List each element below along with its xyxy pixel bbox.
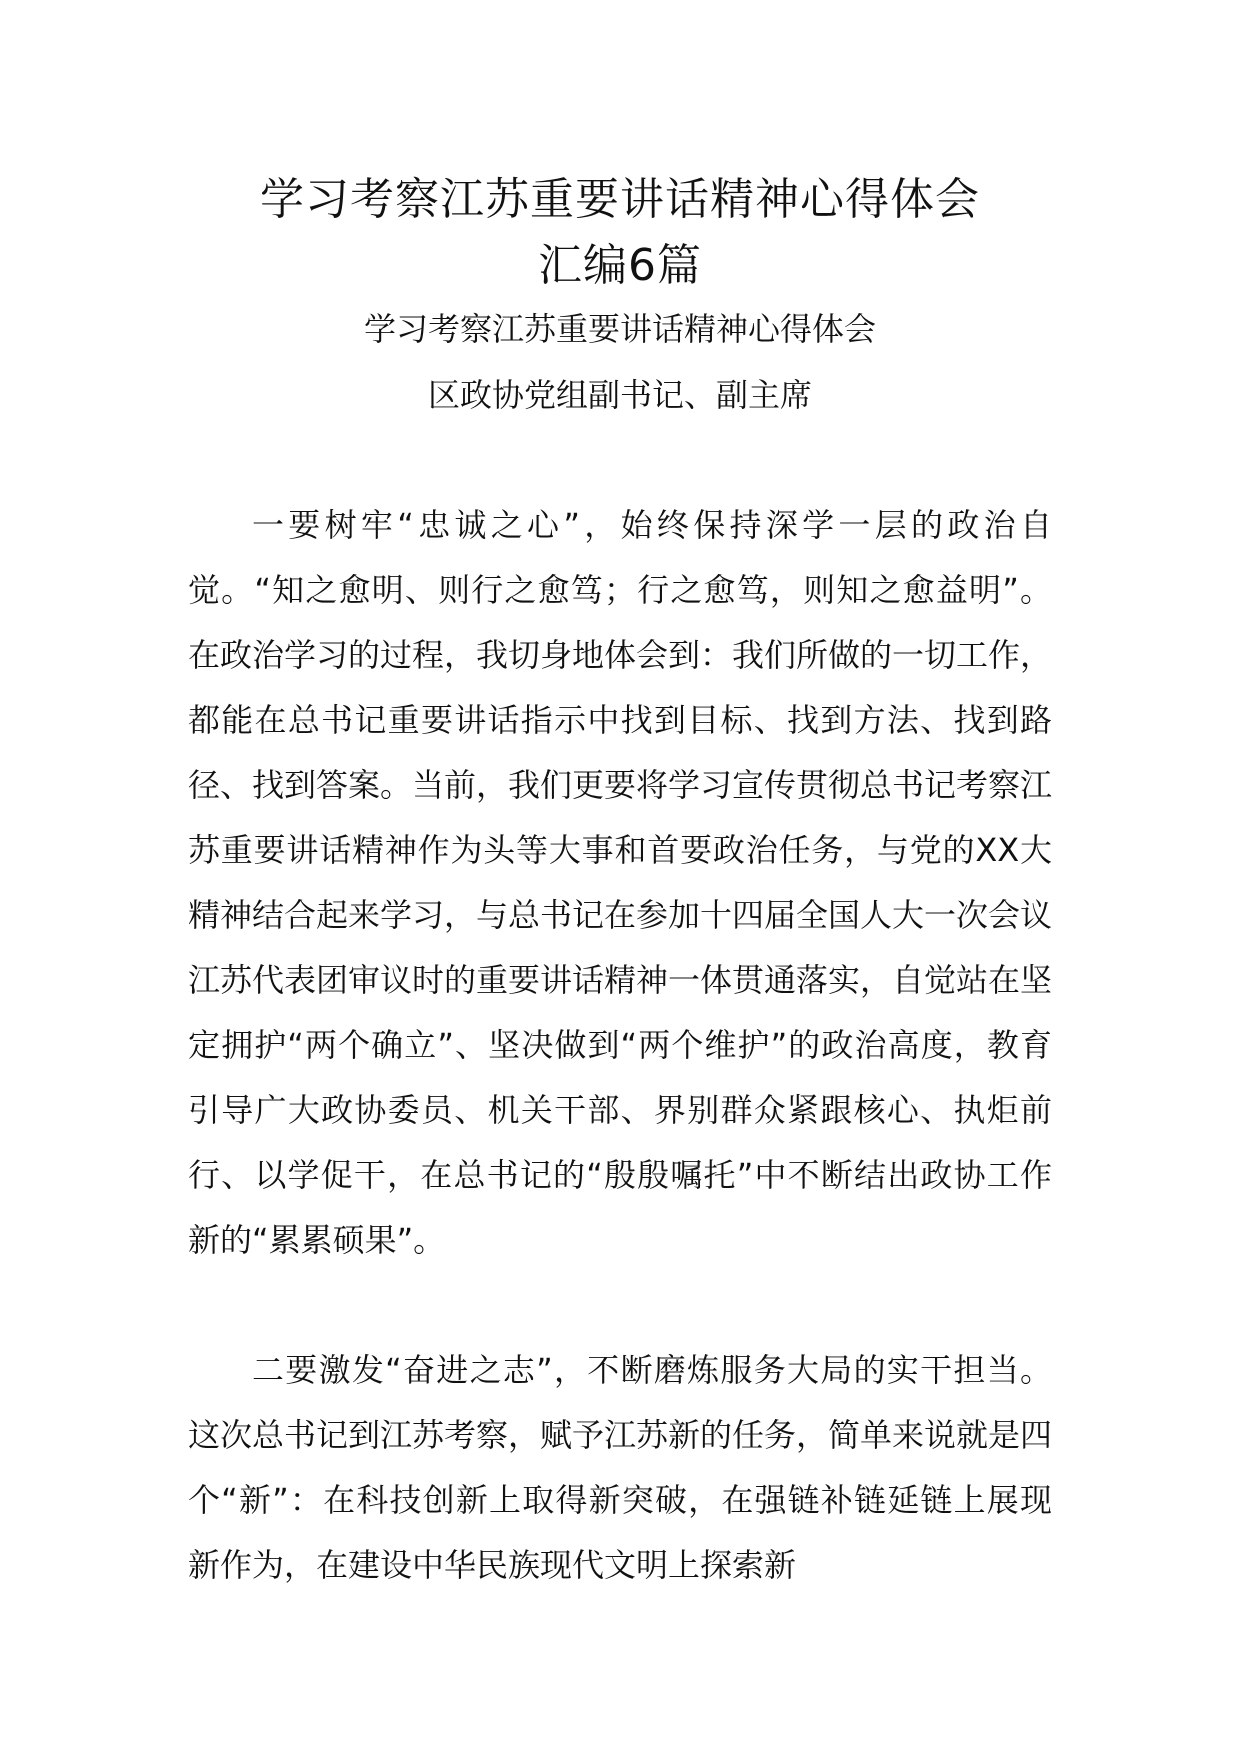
paragraph-2 <box>188 1338 1052 1598</box>
document-title-line-2: 汇编6篇 <box>538 240 702 291</box>
document-author: 区政协党组副书记、副主席 <box>427 376 812 414</box>
paragraph-2-text: 二要激发“奋进之志”，不断磨炼服务大局的实干担当。这次总书记到江苏考察，赋予江苏新的任务，简单来说就是四个“新”：在科技创新上取得新突破，在强链补链延链上展现新作为，在建设中华民族现代文明上探索新 <box>188 1351 1053 1584</box>
paragraph-1-text: 一要树牢“忠诚之心”，始终保持深学一层的政治自觉。“知之愈明、则行之愈笃；行之愈笃，则知之愈益明”。在政治学习的过程，我切身地体会到：我们所做的一切工作，都能在总书记重要讲话指示中找到目标、找到方法、找到路径、找到答案。当前，我们更要将学习宣传贯彻总书记考察江苏重要讲话精神作为头等大事和首要政治任务，与党的XX大精神结合起来学习，与总书记在参加十四届全国人大一次会议江苏代表团审议时的重要讲话精神一体贯通落实，自觉站在坚定拥护“两个确立”、坚决做到“两个维护”的政治高度，教育引导广大政协委员、机关干部、界别群众紧跟核心、执炬前行、以学促干，在总书记的“殷殷嘱托”中不断结出政协工作新的“累累硕果”。 <box>188 506 1053 1259</box>
document-title-line-1: 学习考察江苏重要讲话精神心得体会 <box>260 174 980 225</box>
document-subtitle: 学习考察江苏重要讲话精神心得体会 <box>363 310 876 348</box>
paragraph-1 <box>188 493 1052 1273</box>
